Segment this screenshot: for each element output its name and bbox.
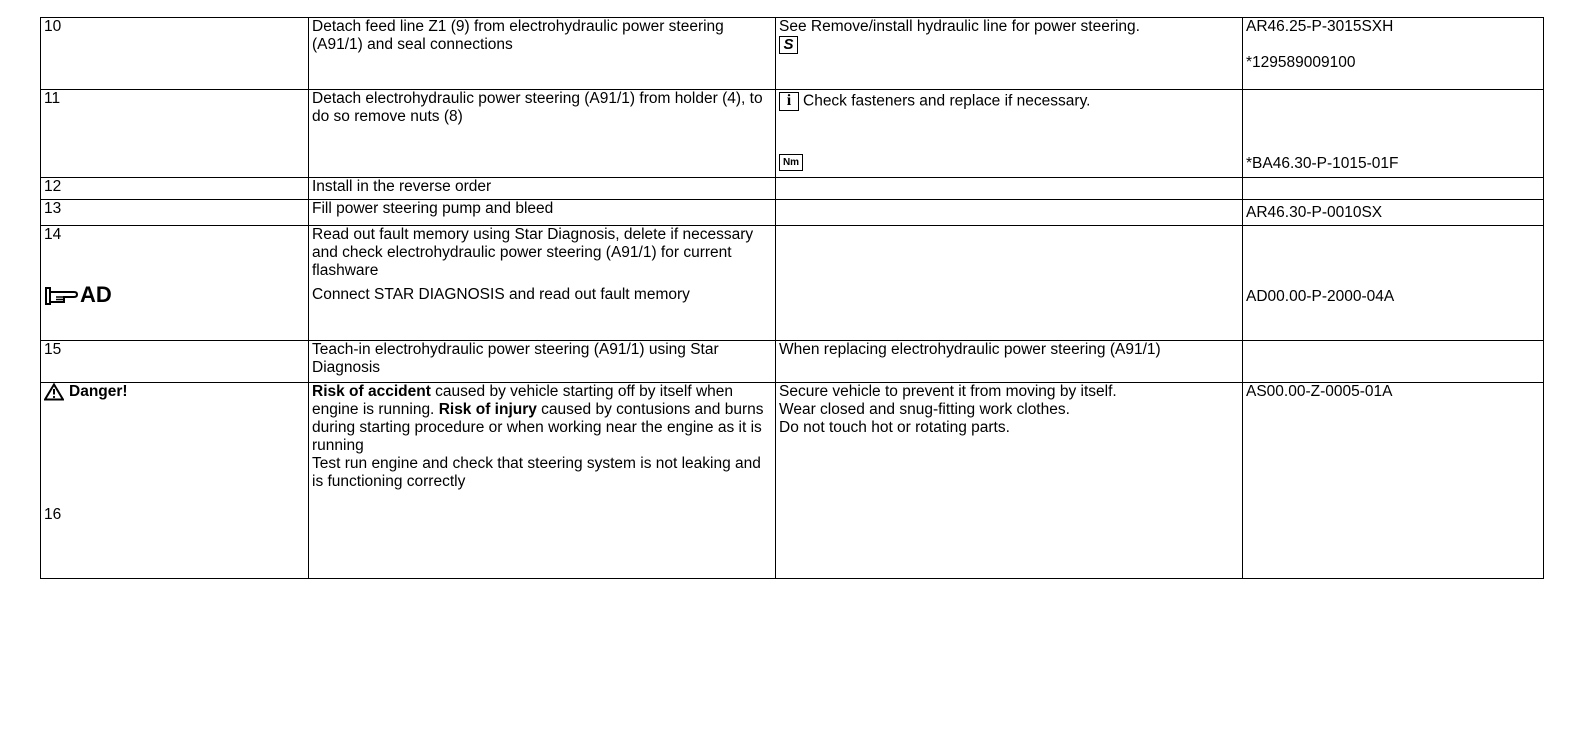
step-action: Test run engine and check that steering system is not leaking and is functioning correctly: [312, 455, 761, 490]
risk-injury-label: Risk of injury: [438, 401, 537, 418]
pointing-hand-icon: [44, 284, 78, 306]
step-number: 14: [44, 226, 62, 243]
step-number: 10: [41, 18, 309, 90]
reference-link[interactable]: AD00.00-P-2000-04A: [1246, 288, 1395, 305]
safety-note: Secure vehicle to prevent it from moving by itself.: [779, 383, 1117, 400]
reference-link[interactable]: *BA46.30-P-1015-01F: [1246, 155, 1399, 172]
step-number: 13: [41, 200, 309, 226]
step-number: 11: [41, 90, 309, 178]
info-icon: i: [779, 92, 799, 111]
table-row: [41, 178, 1544, 200]
table-row: [41, 90, 1544, 178]
torque-nm-icon: Nm: [779, 154, 803, 171]
part-number[interactable]: *129589009100: [1246, 54, 1356, 71]
risk-accident-label: Risk of accident: [312, 383, 431, 400]
step-action: Fill power steering pump and bleed: [309, 200, 776, 226]
risk-text: Risk of accident caused by vehicle starting off by itself when engine is running. Risk of injury caused by contusions and burns during starting procedure or when working near the engine as it is running: [312, 383, 764, 454]
procedure-table: [40, 17, 1544, 579]
step-notes: When replacing electrohydraulic power steering (A91/1): [776, 341, 1243, 383]
ad-label: AD: [80, 282, 112, 307]
reference-link[interactable]: AR46.25-P-3015SXH: [1246, 18, 1394, 35]
step-notes: See Remove/install hydraulic line for power steering.: [779, 18, 1140, 35]
sub-action: Connect STAR DIAGNOSIS and read out fault memory: [312, 286, 690, 303]
danger-label: Danger!: [69, 383, 128, 400]
step-notes: Check fasteners and replace if necessary.: [803, 92, 1091, 110]
step-action: Detach electrohydraulic power steering (A91/1) from holder (4), to do so remove nuts (8): [309, 90, 776, 178]
table-row: [41, 341, 1544, 383]
table-row: [41, 226, 1544, 341]
table-row: [41, 18, 1544, 90]
step-action: Detach feed line Z1 (9) from electrohydraulic power steering (A91/1) and seal connections: [309, 18, 776, 90]
step-number: 12: [41, 178, 309, 200]
special-tool-icon: S: [779, 36, 798, 54]
step-action: Read out fault memory using Star Diagnosis, delete if necessary and check electrohydraulic power steering (A91/1) for current flashware: [312, 226, 754, 279]
table-row: [41, 383, 1544, 579]
step-action: Teach-in electrohydraulic power steering (A91/1) using Star Diagnosis: [309, 341, 776, 383]
safety-note: Wear closed and snug-fitting work clothes.: [779, 401, 1070, 418]
reference-link[interactable]: AS00.00-Z-0005-01A: [1243, 383, 1544, 579]
table-row: [41, 200, 1544, 226]
safety-note: Do not touch hot or rotating parts.: [779, 419, 1010, 436]
step-number: 16: [44, 506, 62, 523]
reference-link[interactable]: AR46.30-P-0010SX: [1243, 200, 1544, 226]
warning-triangle-icon: [44, 383, 64, 401]
step-action: Install in the reverse order: [309, 178, 776, 200]
step-number: 15: [41, 341, 309, 383]
